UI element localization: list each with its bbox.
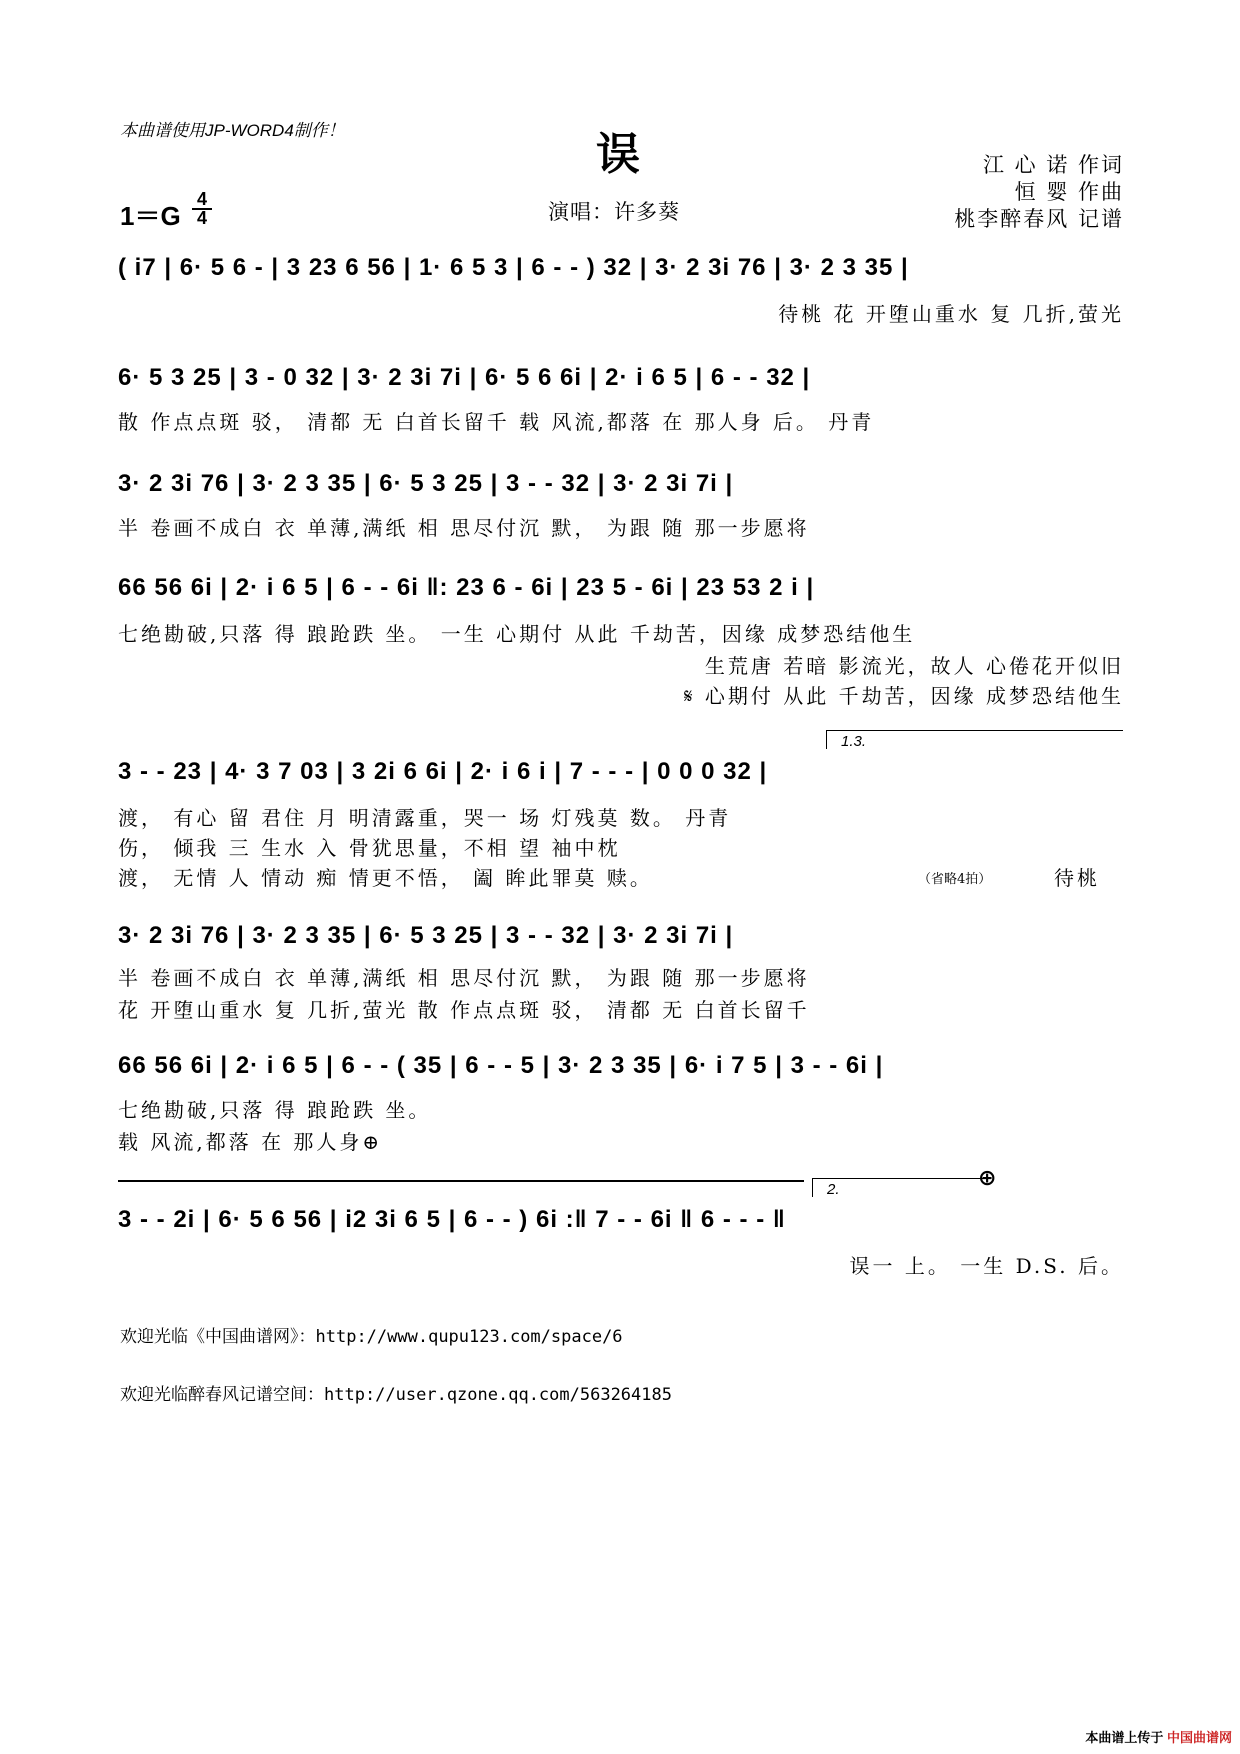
coda-sign-icon: ⊕ (978, 1166, 997, 1191)
lyric-line: 误一 上。 一生 D.S. 后。 (849, 1254, 1124, 1278)
lyric-line: 花 开堕山重水 复 几折,萤光 散 作点点斑 驳， 清都 无 白首长留千 (118, 998, 810, 1022)
key-signature: 1＝G (120, 201, 181, 231)
volta-label: 2. (827, 1181, 840, 1198)
authors-block (954, 152, 1124, 233)
lyric-line: 生荒唐 若暗 影流光，故人 心倦花开似旧 (704, 654, 1124, 678)
omission-note: （省略4拍） (918, 872, 992, 887)
lyricist: 江 心 诺 作词 (982, 153, 1124, 177)
lyric-line: 七绝勘破,只落 得 踉跄跌 坐。 (118, 1098, 432, 1122)
time-signature-top: 4 (192, 191, 212, 210)
lyric-line: 待桃 花 开堕山重水 复 几折,萤光 (778, 302, 1124, 326)
software-credit: 本曲谱使用JP-WORD4制作！ (120, 121, 345, 140)
lyric-line: 半 卷画不成白 衣 单薄,满纸 相 思尽付沉 默， 为跟 随 那一步愿将 (118, 516, 810, 540)
notation-line: 66 56 6i | 2· i 6 5 | 6 - - 6i ‖: 23 6 - 6i | 23 5 - 6i | 23 53 2 i | (118, 574, 815, 601)
composer: 恒 婴 作曲 (1014, 180, 1124, 204)
lyric-line: 七绝勘破,只落 得 踉跄跌 坐。 一生 心期付 从此 千劫苦，因缘 成梦恐结他生 (118, 622, 916, 646)
upload-prefix: 本曲谱上传于 (1085, 1730, 1164, 1745)
notation-line: 6· 5 3 25 | 3 - 0 32 | 3· 2 3i 7i | 6· 5 6 6i | 2· i 6 5 | 6 - - 32 | (118, 364, 811, 391)
upload-badge (1085, 1727, 1232, 1746)
volta-bracket (826, 730, 1123, 749)
upload-brand-logo: 中国曲谱网 (1166, 1730, 1232, 1745)
notation-line: 3· 2 3i 76 | 3· 2 3 35 | 6· 5 3 25 | 3 - - 32 | 3· 2 3i 7i | (118, 922, 734, 949)
lyric-line: 半 卷画不成白 衣 单薄,满纸 相 思尽付沉 默， 为跟 随 那一步愿将 (118, 966, 810, 990)
lyric-line: 𝄋 心期付 从此 千劫苦，因缘 成梦恐结他生 (683, 684, 1124, 708)
lyric-line: 载 风流,都落 在 那人身⊕ (118, 1130, 383, 1154)
notation-line: ( i7 | 6· 5 6 - | 3 23 6 56 | 1· 6 5 3 | 6 - - ) 32 | 3· 2 3i 76 | 3· 2 3 35 | (118, 254, 909, 281)
notation-line: 3 - - 2i | 6· 5 6 56 | i2 3i 6 5 | 6 - - ) 6i :‖ 7 - - 6i ‖ 6 - - - ‖ (118, 1206, 786, 1233)
lyric-line: 渡， 无情 人 情动 痴 情更不悟， 阖 眸此罪莫 赎。 (118, 866, 653, 890)
lyric-line: 散 作点点斑 驳， 清都 无 白首长留千 载 风流,都落 在 那人身 后。 丹青 (118, 410, 875, 434)
lyric-line: 渡， 有心 留 君住 月 明清露重，哭一 场 灯残莫 数。 丹青 (118, 806, 732, 830)
notation-line: 3 - - 23 | 4· 3 7 03 | 3 2i 6 6i | 2· i 6 i | 7 - - - | 0 0 0 32 | (118, 758, 768, 785)
notation-line: 3· 2 3i 76 | 3· 2 3 35 | 6· 5 3 25 | 3 - - 32 | 3· 2 3i 7i | (118, 470, 734, 497)
lyric-fragment: 待桃 (1054, 866, 1100, 890)
repeat-rule (118, 1180, 804, 1182)
time-signature-bottom: 4 (196, 208, 207, 228)
footer-link-qzone[interactable]: 欢迎光临醉春风记谱空间：http://user.qzone.qq.com/563264185 (120, 1385, 672, 1405)
transcriber: 桃李醉春风 记谱 (954, 207, 1124, 231)
notation-line: 66 56 6i | 2· i 6 5 | 6 - - ( 35 | 6 - - 5 | 3· 2 3 35 | 6· i 7 5 | 3 - - 6i | (118, 1052, 884, 1079)
singer: 演唱：许多葵 (548, 200, 680, 224)
footer-link-qupu[interactable]: 欢迎光临《中国曲谱网》：http://www.qupu123.com/space/6 (120, 1327, 623, 1347)
lyric-line: 伤， 倾我 三 生水 入 骨犹思量，不相 望 袖中枕 (118, 836, 621, 860)
song-title: 误 (596, 129, 640, 180)
time-signature (192, 191, 212, 227)
volta-label: 1.3. (841, 733, 867, 750)
volta-bracket (812, 1178, 989, 1197)
